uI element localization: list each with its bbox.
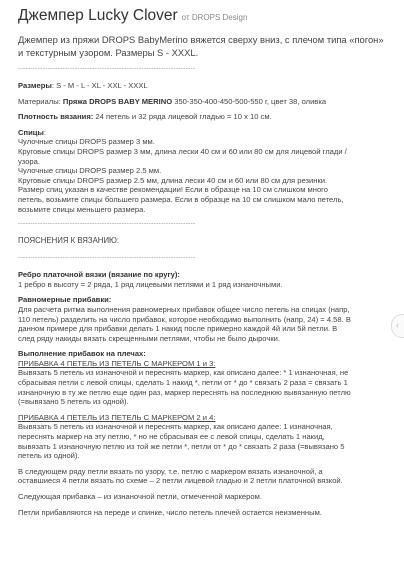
side-expand-tab[interactable] <box>391 314 404 338</box>
materials-yarn: Пряжа DROPS BABY MERINO <box>62 96 173 106</box>
next-row-section <box>18 467 390 486</box>
needles-line: Круговые спицы DROPS размер 3 мм, длина лески 40 см и 60 или 80 см для лицевой глади / <box>18 146 347 156</box>
page-title <box>18 6 390 27</box>
needles-line: Чулочные спицы DROPS размер 2.5 мм. <box>18 166 162 176</box>
materials-value: 350-350-400-450-500-550 г, цвет 38, оливка <box>172 96 327 106</box>
needles-line: Круговые спицы DROPS размер 2.5 мм, длина лески 40 см и 60 или 80 см для резинки. <box>18 175 328 185</box>
title-designer: от DROPS Design <box>181 13 248 22</box>
materials-label: Материалы: <box>18 96 63 106</box>
shoulder-part2-line: переснять маркер на эту петлю, * но не сбрасывая ее с левой спицы, сделать 1 накид, <box>18 432 325 442</box>
next-increase-text: Следующая прибавка – из изнаночной петли, отмеченной маркером. <box>18 492 262 501</box>
shoulder-part2-line: вывязать 1 изнаночную петлю из той же петли *, петли от * до * связать 2 раза (=вывязано 5 <box>18 441 345 451</box>
gauge-line <box>18 112 390 122</box>
shoulder-part2-line: петель из одной). <box>18 451 80 461</box>
gauge-value: 24 петель и 32 ряда лицевой гладью = 10 х 10 см. <box>93 112 272 122</box>
shoulder-part1-line: Вывязать 5 петель из изнаночной и переснять маркер, как описано далее: * 1 изнаночная, не <box>18 368 349 378</box>
increases-line: 110 петель) разделить на число прибавок, которое необходимо выполнить (напр, 24) = 4.58. В <box>18 314 351 324</box>
sizes-line <box>18 81 390 91</box>
intro-text: Джемпер из пряжи DROPS BabyMerino вяжется сверху вниз, с плечом типа «погон» и текстурным узором. Размеры S - XXXL. <box>18 34 384 58</box>
chevron-left-icon: ‹ <box>396 320 399 330</box>
gauge-label: Плотность вязания: <box>18 112 94 122</box>
shoulder-part1-line: изнаночную в ту же петлю еще один раз, маркер переснять на последнюю вывязанную петлю <box>18 387 351 397</box>
shoulder-part2-section <box>18 413 390 461</box>
divider: ------------------------------------------------------------------------ <box>18 254 196 262</box>
title-main: Джемпер Lucky Clover <box>18 7 178 24</box>
shoulder-part1-label: ПРИБАВКА 4 ПЕТЕЛЬ ИЗ ПЕТЕЛЬ С МАРКЕРОМ 1 и 3: <box>18 358 216 368</box>
divider: ------------------------------------------------------------------------ <box>18 220 196 228</box>
needles-label: Спицы <box>18 127 44 137</box>
needles-line: Чулочные спицы DROPS размер 3 мм. <box>18 137 155 147</box>
materials-line <box>18 97 390 107</box>
needles-heading <box>18 128 390 138</box>
needles-section <box>18 128 390 214</box>
needles-line: узора. <box>18 156 40 166</box>
divider: ------------------------------------------------------------------------ <box>18 65 196 72</box>
needles-line: петель, возьмите спицы большего размера. Если в образце на 10 см слишком мало петель, <box>18 194 344 204</box>
increases-line: данном примере для прибавки делать 1 накид после примерно каждой 4й или 5й петли. В <box>18 324 338 334</box>
shoulder-part2-label: ПРИБАВКА 4 ПЕТЕЛЬ ИЗ ПЕТЕЛЬ С МАРКЕРОМ 2 и 4: <box>18 412 216 422</box>
garter-section <box>18 270 390 289</box>
increases-section <box>18 295 390 343</box>
sizes-value: : S - M - L - XL - XXL - XXXL <box>51 81 148 90</box>
instructions-header: ПОЯСНЕНИЯ К ВЯЗАНИЮ: <box>18 236 120 246</box>
needles-line: Размер спиц указан в качестве рекомендации! Если в образце на 10 см слишком много <box>18 185 329 195</box>
sizes-label: Размеры <box>18 81 52 90</box>
increases-line: Для расчета ритма выполнения равномерных прибавок общее число петель на спицах (напр, <box>18 304 350 314</box>
next-row-line: оставшиеся 4 петли вязать по схеме – 2 петли лицевой гладью и 2 петли платочной вязкой. <box>18 476 343 486</box>
next-row-line: В следующем ряду петли вязать по узору, т.е. петлю с маркером вязать изнаночной, а <box>18 466 323 476</box>
stitches-added-text: Петли прибавляются на переде и спинке, число петель плечей остается неизменным. <box>18 507 322 517</box>
shoulder-part2-line: Вывязать 5 петель из изнаночной и переснять маркер, как описано далее: 1 изнаночная, <box>18 422 333 432</box>
garter-label: Ребро платочной вязки (вязание по кругу): <box>18 270 180 280</box>
garter-text: 1 ребро в высоту = 2 ряда, 1 ряд лицевыми петлями и 1 ряд изнаночными. <box>18 279 283 289</box>
needles-colon: : <box>43 127 47 137</box>
increases-label: Равномерные прибавки: <box>18 295 112 305</box>
shoulder-part1-line: (=вывязано 5 петель из одной). <box>18 397 129 407</box>
shoulder-section <box>18 349 390 407</box>
needles-line: возьмите спицы меньшего размера. <box>18 204 146 214</box>
increases-line: след ряду накиды вязать скрещенными петлями, чтобы не было дырочки. <box>18 333 280 343</box>
shoulder-label: Выполнение прибавок на плечах: <box>18 349 146 359</box>
shoulder-part1-line: сбрасывая петли с левой спицы, сделать 1 накид *, петли от * до * связать 2 раза = связать 1 <box>18 378 348 388</box>
